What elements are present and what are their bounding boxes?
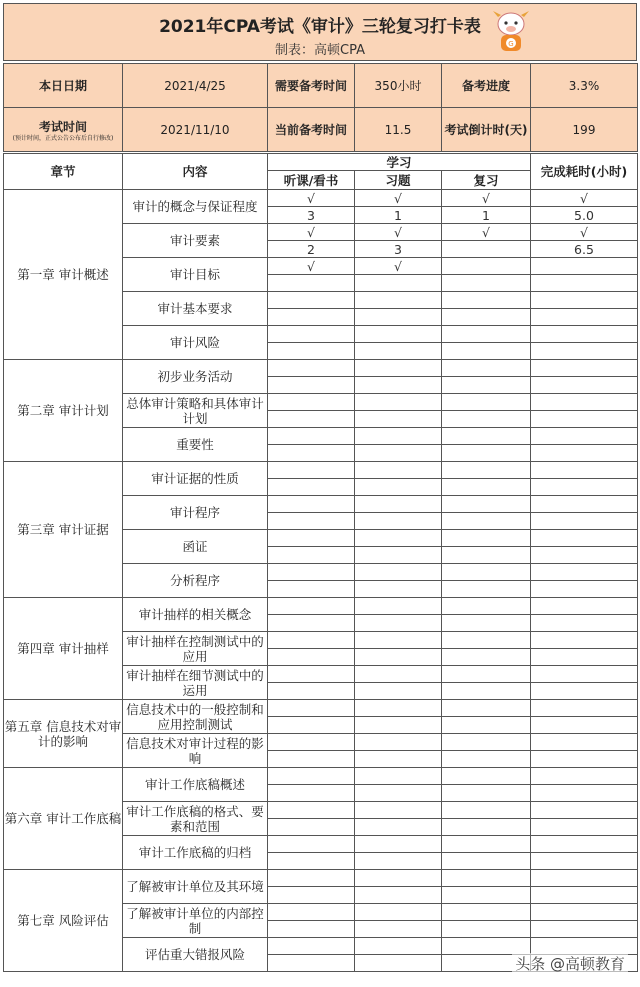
review-cell[interactable] — [442, 666, 531, 683]
listen-cell[interactable] — [268, 428, 355, 445]
listen-cell[interactable] — [268, 581, 355, 598]
exam-time-value[interactable]: 2021/11/10 — [123, 108, 268, 152]
review-cell[interactable] — [442, 717, 531, 734]
time-cell[interactable] — [531, 394, 638, 411]
content-item: 审计风险 — [123, 326, 268, 360]
exercise-cell[interactable] — [355, 734, 442, 751]
current-hours-value[interactable]: 11.5 — [355, 108, 442, 152]
listen-cell[interactable]: 3 — [268, 207, 355, 224]
review-cell[interactable] — [442, 530, 531, 547]
review-cell[interactable] — [442, 445, 531, 462]
exercise-cell[interactable] — [355, 496, 442, 513]
content-item: 评估重大错报风险 — [123, 938, 268, 972]
time-cell[interactable] — [531, 751, 638, 768]
exercise-cell[interactable] — [355, 785, 442, 802]
exercise-cell[interactable] — [355, 751, 442, 768]
exercise-cell[interactable] — [355, 717, 442, 734]
review-cell[interactable] — [442, 241, 531, 258]
listen-cell[interactable] — [268, 292, 355, 309]
content-item: 审计工作底稿概述 — [123, 768, 268, 802]
listen-cell[interactable] — [268, 785, 355, 802]
exercise-cell[interactable]: 1 — [355, 207, 442, 224]
time-cell[interactable] — [531, 734, 638, 751]
exercise-cell[interactable] — [355, 819, 442, 836]
exercise-cell[interactable] — [355, 513, 442, 530]
listen-cell[interactable] — [268, 751, 355, 768]
review-cell[interactable] — [442, 326, 531, 343]
time-cell[interactable] — [531, 258, 638, 275]
time-cell[interactable]: 5.0 — [531, 207, 638, 224]
exercise-cell[interactable] — [355, 462, 442, 479]
content-item: 信息技术中的一般控制和应用控制测试 — [123, 700, 268, 734]
exercise-cell[interactable] — [355, 547, 442, 564]
exercise-cell[interactable] — [355, 377, 442, 394]
exercise-cell[interactable] — [355, 326, 442, 343]
exercise-cell[interactable] — [355, 870, 442, 887]
listen-cell[interactable] — [268, 836, 355, 853]
chapter-name: 第二章 审计计划 — [4, 360, 123, 462]
listen-cell[interactable] — [268, 853, 355, 870]
exercise-cell[interactable] — [355, 479, 442, 496]
review-cell[interactable] — [442, 309, 531, 326]
review-cell[interactable] — [442, 598, 531, 615]
today-date-value[interactable]: 2021/4/25 — [123, 64, 268, 108]
exercise-cell[interactable] — [355, 938, 442, 955]
exam-time-note: (预计时间，正式公告公布后自行修改) — [12, 134, 114, 142]
exercise-cell[interactable] — [355, 955, 442, 972]
listen-cell[interactable] — [268, 615, 355, 632]
chapter-name: 第六章 审计工作底稿 — [4, 768, 123, 870]
exercise-cell[interactable] — [355, 445, 442, 462]
time-cell[interactable] — [531, 802, 638, 819]
time-cell[interactable] — [531, 377, 638, 394]
exercise-cell[interactable] — [355, 853, 442, 870]
time-cell[interactable] — [531, 649, 638, 666]
listen-cell[interactable] — [268, 479, 355, 496]
listen-cell[interactable] — [268, 955, 355, 972]
review-cell[interactable] — [442, 377, 531, 394]
exercise-cell[interactable] — [355, 360, 442, 377]
content-item: 函证 — [123, 530, 268, 564]
listen-cell[interactable]: √ — [268, 224, 355, 241]
review-cell[interactable] — [442, 462, 531, 479]
exercise-cell[interactable] — [355, 428, 442, 445]
content-item: 初步业务活动 — [123, 360, 268, 394]
exercise-cell[interactable] — [355, 666, 442, 683]
listen-cell[interactable] — [268, 445, 355, 462]
info-table — [3, 63, 638, 152]
time-cell[interactable] — [531, 530, 638, 547]
time-cell[interactable] — [531, 632, 638, 649]
review-cell[interactable] — [442, 887, 531, 904]
review-cell[interactable] — [442, 394, 531, 411]
review-cell[interactable] — [442, 921, 531, 938]
review-cell[interactable] — [442, 479, 531, 496]
table-row — [4, 768, 638, 785]
time-cell[interactable] — [531, 428, 638, 445]
exercise-cell[interactable] — [355, 411, 442, 428]
listen-cell[interactable] — [268, 513, 355, 530]
listen-cell[interactable] — [268, 887, 355, 904]
exercise-cell[interactable]: √ — [355, 190, 442, 207]
time-cell[interactable] — [531, 921, 638, 938]
exercise-cell[interactable]: √ — [355, 258, 442, 275]
review-cell[interactable] — [442, 360, 531, 377]
content-item: 审计程序 — [123, 496, 268, 530]
today-date-label: 本日日期 — [4, 64, 123, 108]
listen-cell[interactable] — [268, 632, 355, 649]
table-row — [4, 700, 638, 717]
listen-cell[interactable]: √ — [268, 258, 355, 275]
time-cell[interactable] — [531, 717, 638, 734]
exercise-cell[interactable] — [355, 887, 442, 904]
listen-cell[interactable] — [268, 496, 355, 513]
time-cell[interactable] — [531, 768, 638, 785]
listen-cell[interactable] — [268, 649, 355, 666]
review-cell[interactable] — [442, 343, 531, 360]
sheet-title: 2021年CPA考试《审计》三轮复习打卡表 — [159, 17, 481, 37]
review-cell[interactable] — [442, 836, 531, 853]
time-cell[interactable] — [531, 819, 638, 836]
exercise-cell[interactable] — [355, 598, 442, 615]
content-item: 审计要素 — [123, 224, 268, 258]
exercise-cell[interactable] — [355, 904, 442, 921]
review-cell[interactable] — [442, 258, 531, 275]
listen-cell[interactable] — [268, 462, 355, 479]
listen-cell[interactable] — [268, 819, 355, 836]
col-exercise-header: 习题 — [355, 171, 442, 190]
exercise-cell[interactable] — [355, 836, 442, 853]
time-cell[interactable] — [531, 513, 638, 530]
time-cell[interactable] — [531, 598, 638, 615]
listen-cell[interactable] — [268, 717, 355, 734]
review-cell[interactable] — [442, 938, 531, 955]
chapter-name: 第五章 信息技术对审计的影响 — [4, 700, 123, 768]
review-cell[interactable] — [442, 649, 531, 666]
review-cell[interactable] — [442, 751, 531, 768]
time-cell[interactable] — [531, 479, 638, 496]
listen-cell[interactable] — [268, 683, 355, 700]
content-item: 了解被审计单位的内部控制 — [123, 904, 268, 938]
exercise-cell[interactable] — [355, 700, 442, 717]
listen-cell[interactable]: √ — [268, 190, 355, 207]
time-cell[interactable] — [531, 666, 638, 683]
listen-cell[interactable] — [268, 309, 355, 326]
exercise-cell[interactable] — [355, 921, 442, 938]
time-cell[interactable] — [531, 343, 638, 360]
review-cell[interactable]: 1 — [442, 207, 531, 224]
current-hours-label: 当前备考时间 — [268, 108, 355, 152]
time-cell[interactable] — [531, 411, 638, 428]
review-cell[interactable] — [442, 292, 531, 309]
content-item: 审计抽样的相关概念 — [123, 598, 268, 632]
listen-cell[interactable] — [268, 598, 355, 615]
listen-cell[interactable] — [268, 666, 355, 683]
listen-cell[interactable] — [268, 377, 355, 394]
listen-cell[interactable] — [268, 326, 355, 343]
time-cell[interactable] — [531, 836, 638, 853]
time-cell[interactable] — [531, 564, 638, 581]
watermark: 头条 @高顿教育 — [512, 953, 628, 974]
listen-cell[interactable] — [268, 802, 355, 819]
listen-cell[interactable] — [268, 360, 355, 377]
exercise-cell[interactable] — [355, 615, 442, 632]
content-item: 信息技术对审计过程的影响 — [123, 734, 268, 768]
review-cell[interactable] — [442, 768, 531, 785]
content-item: 审计的概念与保证程度 — [123, 190, 268, 224]
listen-cell[interactable] — [268, 870, 355, 887]
time-cell[interactable] — [531, 853, 638, 870]
listen-cell[interactable] — [268, 411, 355, 428]
review-cell[interactable] — [442, 632, 531, 649]
content-item: 审计抽样在细节测试中的运用 — [123, 666, 268, 700]
need-hours-label: 需要备考时间 — [268, 64, 355, 108]
content-item: 审计工作底稿的格式、要素和范围 — [123, 802, 268, 836]
chapter-name: 第三章 审计证据 — [4, 462, 123, 598]
time-cell[interactable] — [531, 360, 638, 377]
col-study-header: 学习 — [268, 154, 531, 171]
exercise-cell[interactable]: √ — [355, 224, 442, 241]
progress-label: 备考进度 — [442, 64, 531, 108]
exercise-cell[interactable] — [355, 768, 442, 785]
time-cell[interactable] — [531, 887, 638, 904]
time-cell[interactable] — [531, 547, 638, 564]
time-cell[interactable] — [531, 445, 638, 462]
listen-cell[interactable] — [268, 921, 355, 938]
time-cell[interactable] — [531, 785, 638, 802]
content-item: 了解被审计单位及其环境 — [123, 870, 268, 904]
review-cell[interactable] — [442, 581, 531, 598]
col-time-header: 完成耗时(小时) — [531, 154, 638, 190]
time-cell[interactable] — [531, 904, 638, 921]
listen-cell[interactable]: 2 — [268, 241, 355, 258]
exam-time-label-cell — [4, 108, 123, 152]
review-cell[interactable] — [442, 411, 531, 428]
chapter-name: 第四章 审计抽样 — [4, 598, 123, 700]
time-cell[interactable] — [531, 275, 638, 292]
ox-mascot-icon — [491, 8, 531, 56]
col-listen-header: 听课/看书 — [268, 171, 355, 190]
time-cell[interactable] — [531, 615, 638, 632]
svg-text:G: G — [508, 40, 514, 48]
time-cell[interactable] — [531, 462, 638, 479]
review-cell[interactable] — [442, 785, 531, 802]
exercise-cell[interactable]: 3 — [355, 241, 442, 258]
listen-cell[interactable] — [268, 343, 355, 360]
listen-cell[interactable] — [268, 275, 355, 292]
exercise-cell[interactable] — [355, 394, 442, 411]
listen-cell[interactable] — [268, 700, 355, 717]
review-cell[interactable] — [442, 615, 531, 632]
col-content-header: 内容 — [123, 154, 268, 190]
time-cell[interactable] — [531, 292, 638, 309]
listen-cell[interactable] — [268, 394, 355, 411]
review-cell[interactable] — [442, 513, 531, 530]
table-row — [4, 598, 638, 615]
content-item: 审计工作底稿的归档 — [123, 836, 268, 870]
table-row — [4, 870, 638, 887]
countdown-label: 考试倒计时(天) — [442, 108, 531, 152]
listen-cell[interactable] — [268, 734, 355, 751]
review-cell[interactable]: √ — [442, 224, 531, 241]
time-cell[interactable] — [531, 496, 638, 513]
listen-cell[interactable] — [268, 938, 355, 955]
table-row — [4, 462, 638, 479]
col-review-header: 复习 — [442, 171, 531, 190]
listen-cell[interactable] — [268, 768, 355, 785]
review-cell[interactable] — [442, 564, 531, 581]
checkin-table — [3, 153, 638, 972]
time-cell[interactable] — [531, 700, 638, 717]
exercise-cell[interactable] — [355, 530, 442, 547]
progress-value[interactable]: 3.3% — [531, 64, 638, 108]
content-item: 审计证据的性质 — [123, 462, 268, 496]
content-item: 审计基本要求 — [123, 292, 268, 326]
listen-cell[interactable] — [268, 564, 355, 581]
review-cell[interactable] — [442, 428, 531, 445]
col-chapter-header: 章节 — [4, 154, 123, 190]
exercise-cell[interactable] — [355, 343, 442, 360]
review-cell[interactable] — [442, 275, 531, 292]
time-cell[interactable] — [531, 309, 638, 326]
time-cell[interactable] — [531, 326, 638, 343]
time-cell[interactable] — [531, 870, 638, 887]
chapter-name: 第一章 审计概述 — [4, 190, 123, 360]
review-cell[interactable] — [442, 870, 531, 887]
sheet-header — [3, 3, 637, 61]
time-cell[interactable]: √ — [531, 224, 638, 241]
exercise-cell[interactable] — [355, 581, 442, 598]
review-cell[interactable] — [442, 853, 531, 870]
chapter-name: 第七章 风险评估 — [4, 870, 123, 972]
listen-cell[interactable] — [268, 530, 355, 547]
content-item: 总体审计策略和具体审计计划 — [123, 394, 268, 428]
review-cell[interactable] — [442, 700, 531, 717]
review-cell[interactable] — [442, 734, 531, 751]
exercise-cell[interactable] — [355, 309, 442, 326]
exercise-cell[interactable] — [355, 292, 442, 309]
time-cell[interactable]: 6.5 — [531, 241, 638, 258]
content-item: 分析程序 — [123, 564, 268, 598]
listen-cell[interactable] — [268, 547, 355, 564]
time-cell[interactable] — [531, 581, 638, 598]
exercise-cell[interactable] — [355, 564, 442, 581]
exam-time-label: 考试时间 — [38, 119, 87, 134]
review-cell[interactable] — [442, 904, 531, 921]
content-item: 审计目标 — [123, 258, 268, 292]
table-row — [4, 360, 638, 377]
need-hours-value[interactable]: 350小时 — [355, 64, 442, 108]
exercise-cell[interactable] — [355, 649, 442, 666]
table-row — [4, 190, 638, 207]
time-cell[interactable] — [531, 938, 638, 955]
content-item: 重要性 — [123, 428, 268, 462]
review-cell[interactable] — [442, 547, 531, 564]
exercise-cell[interactable] — [355, 632, 442, 649]
review-cell[interactable] — [442, 819, 531, 836]
content-item: 审计抽样在控制测试中的应用 — [123, 632, 268, 666]
time-cell[interactable]: √ — [531, 190, 638, 207]
review-cell[interactable] — [442, 496, 531, 513]
exercise-cell[interactable] — [355, 683, 442, 700]
listen-cell[interactable] — [268, 904, 355, 921]
exercise-cell[interactable] — [355, 275, 442, 292]
time-cell[interactable] — [531, 683, 638, 700]
review-cell[interactable] — [442, 802, 531, 819]
review-cell[interactable]: √ — [442, 190, 531, 207]
countdown-value[interactable]: 199 — [531, 108, 638, 152]
exercise-cell[interactable] — [355, 802, 442, 819]
sheet-subtitle: 制表：高顿CPA — [275, 43, 365, 58]
review-cell[interactable] — [442, 683, 531, 700]
